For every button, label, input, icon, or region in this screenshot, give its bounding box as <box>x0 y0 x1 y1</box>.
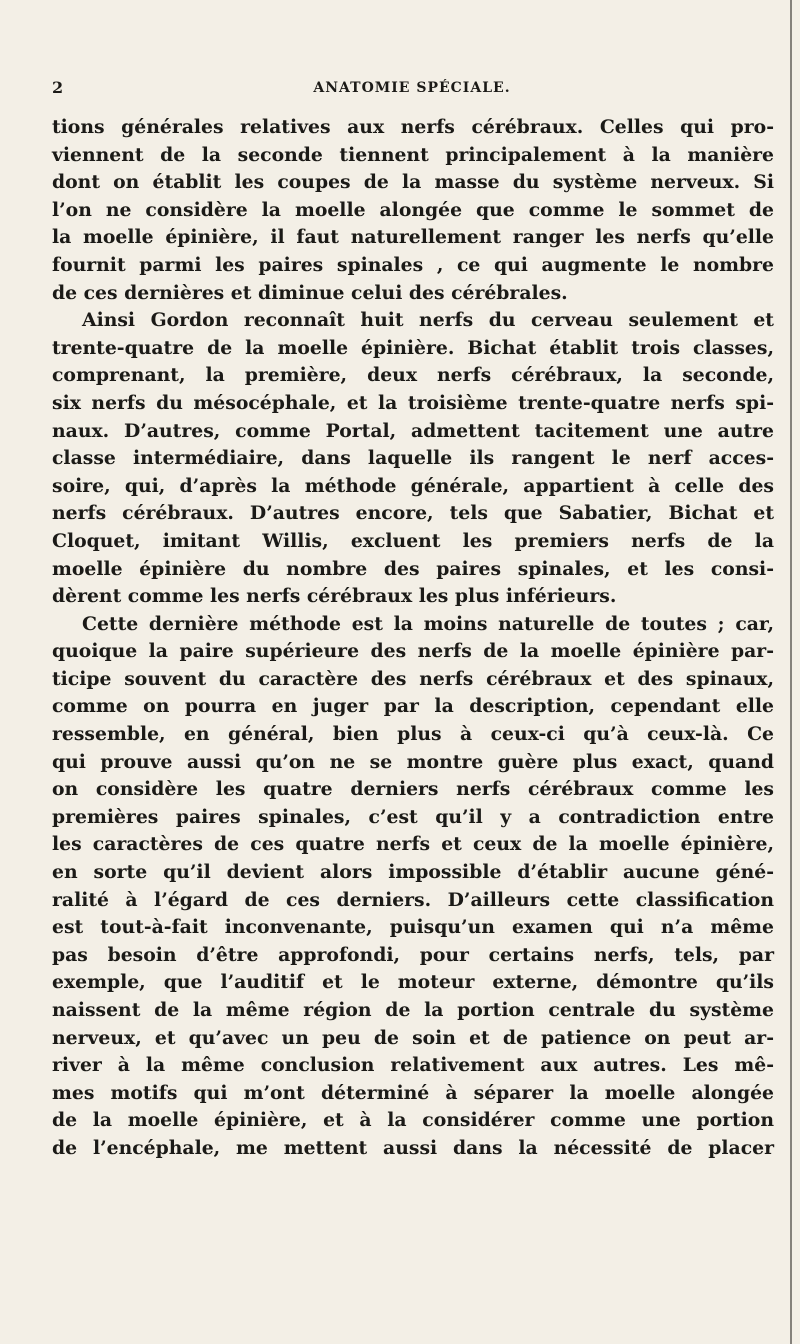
text-line: de ces dernières et diminue celui des cérébrales. <box>52 281 568 304</box>
text-line: tions générales relatives aux nerfs cérébraux. Celles qui pro- <box>52 116 774 138</box>
text-line: de la moelle épinière, et à la considérer comme une portion <box>52 1109 774 1132</box>
text-line: l’on ne considère la moelle alongée que comme le sommet de <box>52 198 774 221</box>
text-line: premières paires spinales, c’est qu’il y a contradiction entre <box>52 805 774 828</box>
text-line: en sorte qu’il devient alors impossible d’établir aucune géné- <box>52 861 774 884</box>
text-line: nerveux, et qu’avec un peu de soin et de patience on peut ar- <box>52 1026 774 1049</box>
text-line: six nerfs du mésocéphale, et la troisième trente-quatre nerfs spi- <box>52 391 774 414</box>
text-line: viennent de la seconde tiennent principalement à la manière <box>52 143 774 166</box>
text-line: classe intermédiaire, dans laquelle ils rangent le nerf acces- <box>52 447 774 470</box>
text-line: ticipe souvent du caractère des nerfs cérébraux et des spinaux, <box>52 667 774 690</box>
text-line: les caractères de ces quatre nerfs et ceux de la moelle épinière, <box>52 833 774 856</box>
text-line: trente-quatre de la moelle épinière. Bichat établit trois classes, <box>52 336 774 359</box>
body-text <box>52 114 774 1163</box>
running-title: ANATOMIE SPÉCIALE. <box>313 80 511 96</box>
text-line: dont on établit les coupes de la masse du système nerveux. Si <box>52 171 774 194</box>
text-line: Cloquet, imitant Willis, excluent les premiers nerfs de la <box>52 529 774 552</box>
text-line: mes motifs qui m’ont déterminé à séparer la moelle alongée <box>52 1081 774 1104</box>
text-line: est tout-à-fait inconvenante, puisqu’un examen qui n’a même <box>52 916 774 939</box>
text-line: naux. D’autres, comme Portal, admettent tacitement une autre <box>52 419 774 442</box>
page-header <box>52 78 772 102</box>
text-line: comme on pourra en juger par la description, cependant elle <box>52 695 774 718</box>
text-line: qui prouve aussi qu’on ne se montre guère plus exact, quand <box>52 750 774 773</box>
text-line: Ainsi Gordon reconnaît huit nerfs du cerveau seulement et <box>82 309 774 332</box>
text-line: dèrent comme les nerfs cérébraux les plus inférieurs. <box>52 585 617 608</box>
text-line: quoique la paire supérieure des nerfs de la moelle épinière par- <box>52 640 774 663</box>
text-line: ressemble, en général, bien plus à ceux-ci qu’à ceux-là. Ce <box>52 723 774 746</box>
text-line: fournit parmi les paires spinales , ce qui augmente le nombre <box>52 253 774 276</box>
text-line: de l’encéphale, me mettent aussi dans la nécessité de placer <box>52 1136 774 1159</box>
text-line: naissent de la même région de la portion centrale du système <box>52 999 774 1021</box>
text-line: Cette dernière méthode est la moins naturelle de toutes ; car, <box>82 612 774 635</box>
text-line: pas besoin d’être approfondi, pour certains nerfs, tels, par <box>52 943 774 966</box>
text-line: comprenant, la première, deux nerfs cérébraux, la seconde, <box>52 364 774 387</box>
text-line: ralité à l’égard de ces derniers. D’ailleurs cette classification <box>52 888 774 911</box>
text-line: on considère les quatre derniers nerfs cérébraux comme les <box>52 778 774 801</box>
text-line: la moelle épinière, il faut naturellement ranger les nerfs qu’elle <box>52 226 774 249</box>
text-line: exemple, que l’auditif et le moteur externe, démontre qu’ils <box>52 971 774 994</box>
page-number: 2 <box>52 78 64 97</box>
page-edge-line <box>790 0 792 1344</box>
text-line: nerfs cérébraux. D’autres encore, tels que Sabatier, Bichat et <box>52 502 774 525</box>
text-line: moelle épinière du nombre des paires spinales, et les consi- <box>52 557 774 580</box>
text-line: river à la même conclusion relativement aux autres. Les mê- <box>52 1054 774 1077</box>
text-line: soire, qui, d’après la méthode générale, appartient à celle des <box>52 474 774 497</box>
